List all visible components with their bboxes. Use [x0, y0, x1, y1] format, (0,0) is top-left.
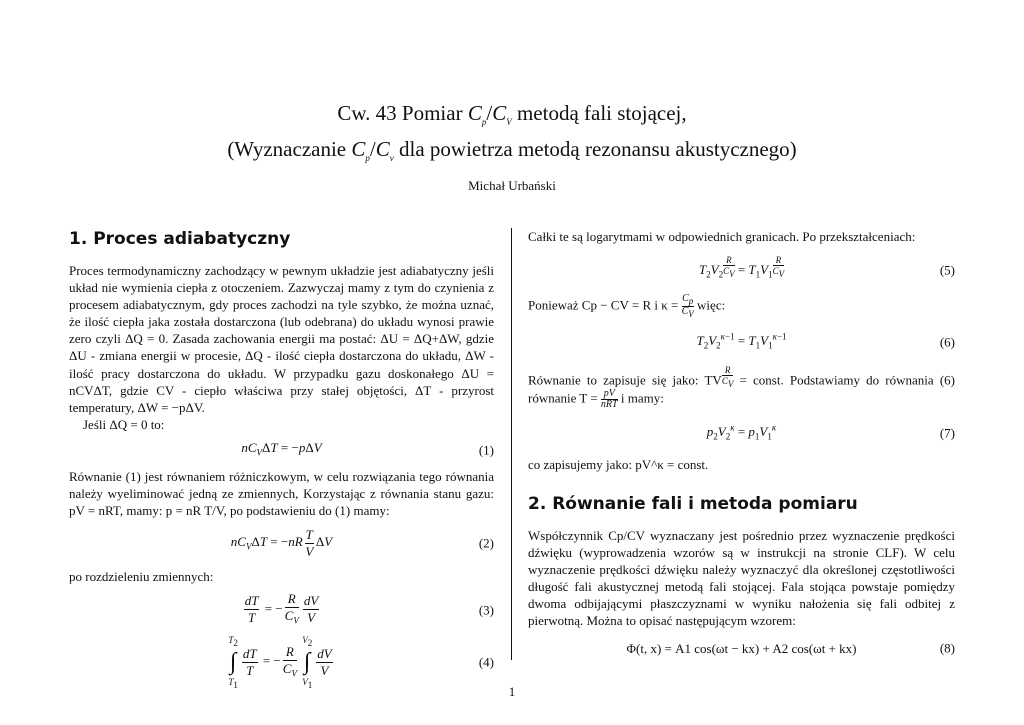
equation-6: $T_2V_2^{\kappa-1} = T_1V_1^{\kappa-1}$ (6) — [696, 332, 955, 351]
section-1-heading: 1. Proces adiabatyczny — [69, 229, 291, 249]
equation-number-4: (4) — [478, 654, 494, 670]
section-2-heading: 2. Równanie fali i metoda pomiaru — [528, 494, 858, 514]
right-paragraph-4: co zapisujemy jako: pV^κ = const. — [528, 456, 709, 472]
column-divider — [511, 228, 512, 660]
right-paragraph-3: Równanie to zapisuje się jako: TV $^{\frac{R}{C_V}}$ = const. Podstawiamy do równania (6) równanie T = pV nRT i mamy: — [528, 365, 956, 410]
equation-3: $\frac{dT}{T}$ = − $\frac{R}{C_V}$ $\frac{dV}{V}$ (3) — [244, 591, 494, 626]
equation-number-6: (6) — [939, 334, 955, 350]
section-1-paragraph-2: Jeśli ΔQ = 0 to: — [83, 416, 165, 432]
page-number: 1 — [508, 684, 516, 699]
equation-5: $T_2V_2$ $^{\frac{R}{C_V}}$ = $T_1V_1$ $^{\frac{R}{C_V}}$ (5) — [698, 255, 955, 280]
section-1-paragraph-1: Proces termodynamiczny zachodzący w pewnym układzie jest adiabatyczny jeśli układ nie wymienia ciepła z otoczeniem. Zazwyczaj mamy z tym do czynienia z procesem adiabatycznym, gdy proces zachodzi na tyle szybko, że można uznać, że ilość ciepła jaka została dostarczona (lub odebrana) do układu wynosi prawie zero czyli ΔQ = 0. Zasada zachowania energii ma postać: ΔU = ΔQ+ΔW, gdzie ΔU - zmiana energii w procesie, ΔQ - ilość ciepła dostarczona do układu, ΔW - ilość pracy dostarczona do układu. W przypadku gazu doskonałego ΔU = nCVΔT, gdzie CV - ciepło właściwa przy stałej objętości, ΔT - przyrost temperatury, ΔW = −pΔV. — [69, 263, 494, 415]
equation-4: $T_2$ ∫ $T_1$ $\frac{dT}{T}$ = − $\frac{R}{C_V}$ $V_2$ ∫ $V_1$ $\frac{dV}{V}$ (4) — [228, 634, 494, 691]
right-column — [528, 228, 955, 667]
equation-7: $p_2V_2^\kappa = p_1V_1^\kappa$ (7) — [706, 422, 955, 442]
section-1-paragraph-3: Równanie (1) jest równaniem różniczkowym, w celu rozwiązania tego równania należy wyeliminować jedną ze zmiennych, Korzystając z równania stanu gazu: pV = nRT, mamy: p = nR T/V, po podstawieniu do (1) mamy: — [69, 468, 494, 518]
equation-8: Φ(t, x) = A1 cos(ωt − kx) + A2 cos(ωt + kx) (8) — [626, 640, 955, 656]
author: Michał Urbański — [468, 178, 556, 193]
section-1-paragraph-4: po rozdzieleniu zmiennych: — [69, 568, 214, 584]
equation-2: $nC_V\Delta T = -nR$ $\frac{T}{V}$ ΔV (2) — [230, 526, 494, 559]
equation-number-7: (7) — [939, 425, 955, 441]
right-paragraph-2: Ponieważ Cp − CV = R i κ = $\frac{C_p}{C_V}$ więc: — [528, 293, 726, 320]
equation-number-5: (5) — [939, 262, 955, 278]
equation-number-1: (1) — [478, 442, 494, 458]
equation-1: $nC_V\Delta T = -p\Delta V$ (1) — [241, 439, 494, 458]
equation-number-2: (2) — [478, 535, 494, 551]
paper-title — [0, 100, 1024, 172]
equation-number-3: (3) — [478, 602, 494, 618]
section-2-paragraph-1: Współczynnik Cp/CV wyznaczany jest pośrednio przez wyznaczenie prędkości dźwięku (wyprowadzenia wzorów są w instrukcji na stronie CLF). W celu wyznaczenie prędkości dźwięku należy wyznaczyć dla określonej częstotliwości długość fali akustycznej metodą fali stojącej. Fala stojąca powstaje pomiędzy dwoma odbijającymi płaszczyznami w wyniku nałożenia się fali odbitej z pierwotną. Można to opisać następującym wzorem: — [528, 528, 955, 629]
title-line-2: (Wyznaczanie $C_p/C_v$ dla powietrza metodą rezonansu akustycznego) — [227, 137, 797, 164]
left-column — [69, 228, 494, 694]
right-paragraph-1: Całki te są logarytmami w odpowiednich granicach. Po przekształceniach: — [528, 229, 916, 244]
title-line-1: Cw. 43 Pomiar $C_p/C_V$ metodą fali stojącej, — [337, 101, 687, 128]
equation-number-8: (8) — [939, 640, 955, 656]
